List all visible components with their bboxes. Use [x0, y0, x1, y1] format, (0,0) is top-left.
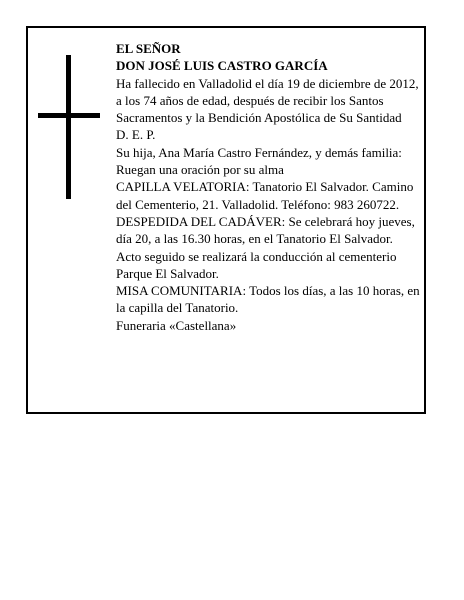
rip-line: D. E. P.	[116, 127, 156, 143]
cross-vertical-bar	[66, 55, 71, 199]
funeral-home: Funeraria «Castellana»	[116, 317, 237, 333]
cross-icon	[38, 55, 100, 199]
cross-horizontal-bar	[38, 113, 100, 118]
mass-info: MISA COMUNITARIA: Todos los días, a las 10 horas, en la capilla del Tanatorio.	[116, 283, 420, 316]
obituary-notice	[26, 26, 426, 414]
family-line: Su hija, Ana María Castro Fernández, y demás familia:	[116, 144, 402, 160]
chapel-info: CAPILLA VELATORIA: Tanatorio El Salvador. Camino del Cementerio, 21. Valladolid. Teléfono: 983 260722.	[116, 179, 414, 212]
death-announcement: Ha fallecido en Valladolid el día 19 de diciembre de 2012, a los 74 años de edad, después de recibir los Santos Sacramentos y la Bendición Apostólica de Su Santidad	[116, 75, 419, 126]
farewell-info: DESPEDIDA DEL CADÁVER: Se celebrará hoy jueves, día 20, a las 16.30 horas, en el Tanatorio El Salvador. Acto seguido se realizará la conducción al cementerio Parque El Salvador.	[116, 213, 415, 281]
notice-title: EL SEÑOR	[116, 41, 181, 56]
notice-text	[116, 40, 420, 334]
deceased-name: DON JOSÉ LUIS CASTRO GARCÍA	[116, 58, 328, 74]
prayer-request: Ruegan una oración por su alma	[116, 162, 284, 178]
